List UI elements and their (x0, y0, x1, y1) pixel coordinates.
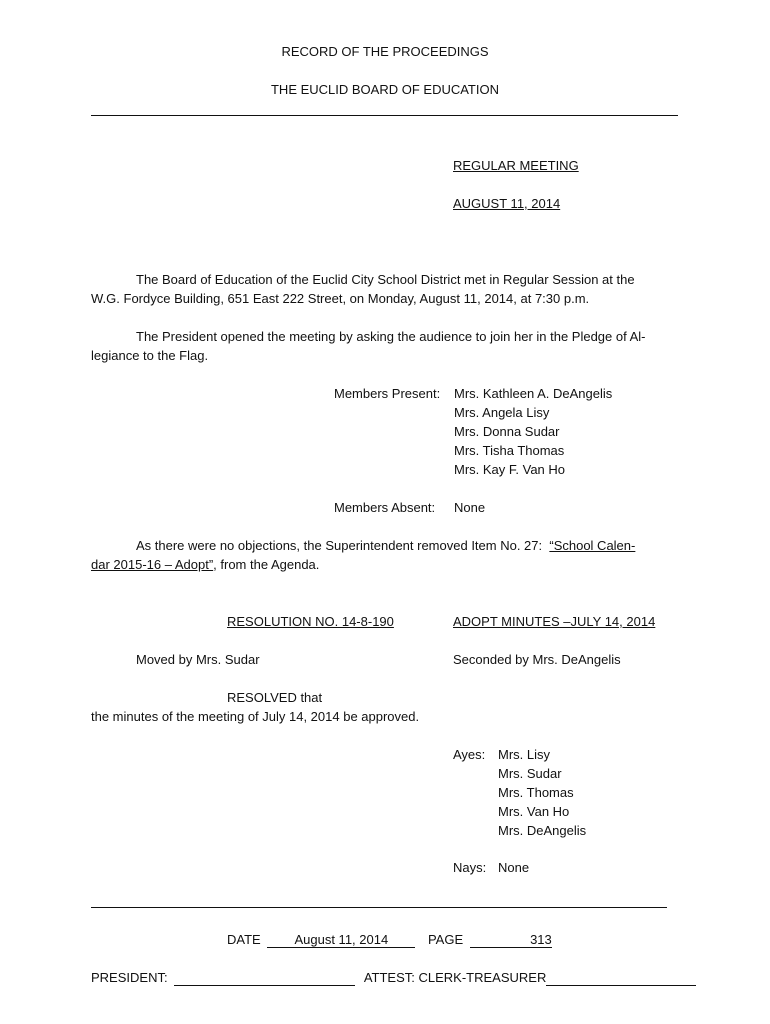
resolution-number: RESOLUTION NO. 14-8-190 (227, 614, 394, 629)
president-label: PRESIDENT: (91, 970, 168, 985)
resolved-heading: RESOLVED that (227, 690, 323, 705)
agenda-note-text: As there were no objections, the Superintendent removed Item No. 27: (136, 538, 543, 553)
agenda-item-title-cont: dar 2015-16 – Adopt” (91, 557, 214, 572)
footer-page-label: PAGE (427, 932, 464, 947)
footer-divider (91, 907, 667, 908)
seconded-by: Seconded by Mrs. DeAngelis (453, 652, 621, 667)
header-divider (91, 115, 678, 116)
agenda-note-line-2 (91, 555, 319, 574)
member-present-name: Mrs. Kathleen A. DeAngelis (454, 386, 613, 401)
meeting-type: REGULAR MEETING (453, 158, 579, 173)
header-board-title: THE EUCLID BOARD OF EDUCATION (270, 82, 499, 97)
footer-date-label: DATE (227, 932, 261, 947)
attest-label: ATTEST: CLERK-TREASURER (363, 970, 547, 985)
resolution-text: the minutes of the meeting of July 14, 2014 be approved. (91, 709, 420, 724)
nays-label: Nays: (453, 860, 487, 875)
paragraph-1-line-1: The Board of Education of the Euclid City School District met in Regular Session at the (136, 272, 635, 287)
agenda-note-suffix: , from the Agenda. (213, 557, 320, 572)
aye-vote: Mrs. Lisy (498, 747, 550, 762)
signature-row (91, 968, 696, 987)
clerk-signature-line (546, 970, 696, 986)
aye-vote: Mrs. Thomas (498, 785, 574, 800)
members-present-label: Members Present: (334, 386, 441, 401)
member-present-name: Mrs. Tisha Thomas (454, 443, 565, 458)
members-absent-value: None (454, 500, 486, 515)
nays-value: None (498, 860, 530, 875)
moved-by: Moved by Mrs. Sudar (136, 652, 260, 667)
resolution-title: ADOPT MINUTES –JULY 14, 2014 (453, 614, 656, 629)
aye-vote: Mrs. Van Ho (498, 804, 570, 819)
aye-vote: Mrs. DeAngelis (498, 823, 587, 838)
member-present-name: Mrs. Kay F. Van Ho (454, 462, 566, 477)
agenda-note-line-1 (136, 536, 635, 555)
agenda-item-title: “School Calen- (549, 538, 636, 553)
member-present-name: Mrs. Angela Lisy (454, 405, 550, 420)
paragraph-2-line-2: legiance to the Flag. (91, 348, 209, 363)
header-record-title: RECORD OF THE PROCEEDINGS (281, 44, 489, 59)
president-signature-line (174, 970, 355, 986)
footer-date-value: August 11, 2014 (267, 932, 415, 948)
paragraph-1-line-2: W.G. Fordyce Building, 651 East 222 Street, on Monday, August 11, 2014, at 7:30 p.m. (91, 291, 590, 306)
ayes-label: Ayes: (453, 747, 486, 762)
footer-date-row (227, 930, 552, 949)
aye-vote: Mrs. Sudar (498, 766, 562, 781)
members-absent-label: Members Absent: (334, 500, 436, 515)
member-present-name: Mrs. Donna Sudar (454, 424, 560, 439)
paragraph-2-line-1: The President opened the meeting by asking the audience to join her in the Pledge of Al- (136, 329, 646, 344)
footer-page-value: 313 (470, 932, 552, 948)
meeting-date: AUGUST 11, 2014 (453, 196, 561, 211)
